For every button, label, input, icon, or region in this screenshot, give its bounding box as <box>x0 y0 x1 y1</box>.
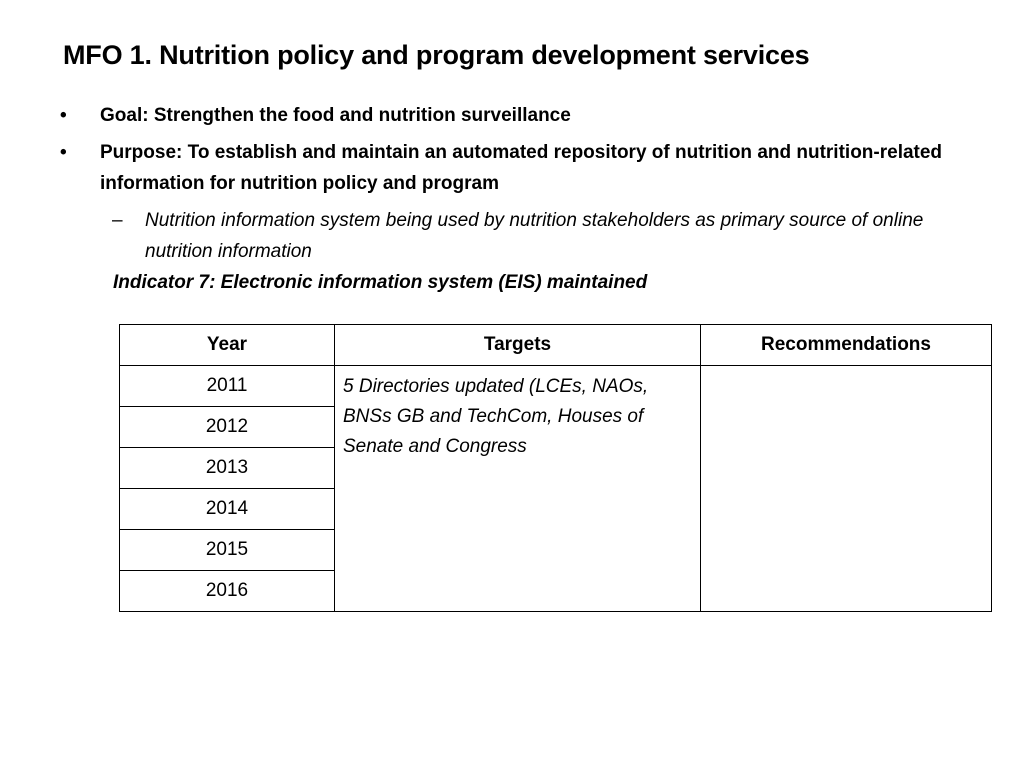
bullet-purpose-text: Purpose: To establish and maintain an automated repository of nutrition and nutrition-related information for nutrition policy and program <box>100 142 943 194</box>
bullet-list <box>60 100 960 273</box>
sub-bullet-text: Nutrition information system being used by nutrition stakeholders as primary source of online nutrition information <box>145 210 924 262</box>
header-recommendations: Recommendations <box>701 325 992 366</box>
table-row <box>120 366 992 407</box>
indicator-label: Indicator 7: Electronic information system (EIS) maintained <box>113 272 648 293</box>
year-cell: 2013 <box>120 448 335 489</box>
targets-table <box>119 324 992 612</box>
bullet-mark: • <box>60 105 67 126</box>
sub-bullet <box>60 205 960 267</box>
slide-title: MFO 1. Nutrition policy and program development services <box>63 40 810 70</box>
header-targets: Targets <box>335 325 701 366</box>
recommendations-cell <box>701 366 992 612</box>
year-cell: 2012 <box>120 407 335 448</box>
bullet-goal-text: Goal: Strengthen the food and nutrition surveillance <box>100 105 571 126</box>
bullet-goal <box>60 100 960 131</box>
sub-bullet-mark: – <box>112 210 123 231</box>
year-cell: 2016 <box>120 571 335 612</box>
year-cell: 2015 <box>120 530 335 571</box>
table-header-row <box>120 325 992 366</box>
targets-cell: 5 Directories updated (LCEs, NAOs, BNSs GB and TechCom, Houses of Senate and Congress <box>335 366 701 612</box>
year-cell: 2011 <box>120 366 335 407</box>
year-cell: 2014 <box>120 489 335 530</box>
bullet-purpose <box>60 137 960 199</box>
header-year: Year <box>120 325 335 366</box>
bullet-mark: • <box>60 142 67 163</box>
